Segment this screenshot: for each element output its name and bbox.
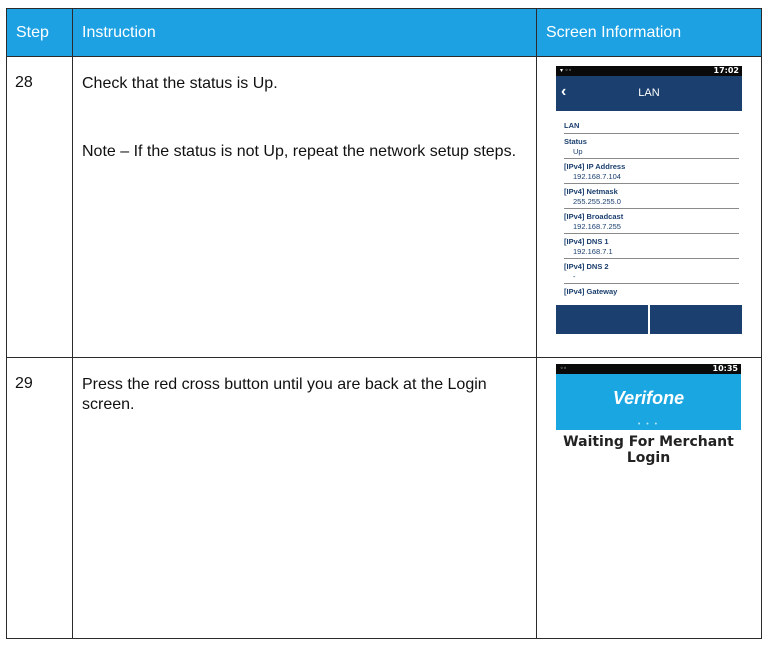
list-item-label: [IPv4] Broadcast	[564, 212, 624, 221]
list-item-value: 255.255.255.0	[573, 197, 621, 206]
step-cell	[7, 358, 73, 639]
step-cell	[7, 57, 73, 358]
chevron-left-icon[interactable]: ‹	[561, 83, 567, 100]
device-clock: 17:02	[713, 66, 739, 75]
verifone-logo: Verifone	[612, 388, 685, 408]
list-item-label: [IPv4] IP Address	[564, 162, 626, 171]
list-item-label: [IPv4] DNS 2	[564, 262, 609, 271]
device-softkey-bar	[556, 305, 742, 334]
device-status-bar	[556, 364, 741, 374]
lan-device-screen	[556, 66, 742, 334]
instruction-cell	[73, 358, 537, 639]
list-item	[564, 162, 739, 184]
instruction-text: Check that the status is Up.	[82, 75, 278, 92]
list-item	[564, 137, 739, 159]
list-item-value: 192.168.7.104	[573, 172, 621, 181]
step-number: 29	[15, 375, 33, 392]
list-item-label: [IPv4] Netmask	[564, 187, 618, 196]
waiting-message: Waiting For Merchant Login	[563, 434, 734, 466]
instruction-text: Press the red cross button until you are back at the Login screen.	[82, 376, 487, 413]
steps-table	[6, 8, 762, 639]
list-item-value: 192.168.7.1	[573, 247, 613, 256]
list-item	[564, 237, 739, 259]
instruction-note: Note – If the status is not Up, repeat the network setup steps.	[82, 143, 517, 160]
list-item	[564, 262, 739, 284]
list-item	[564, 212, 739, 234]
device-clock: 10:35	[712, 364, 738, 373]
table-row	[7, 358, 762, 639]
header-screen-information: Screen Information	[537, 9, 762, 57]
screen-cell	[537, 57, 762, 358]
lan-info-list	[556, 111, 742, 297]
verifone-banner	[556, 374, 741, 430]
device-softkey-left[interactable]	[556, 305, 648, 334]
device-status-bar	[556, 66, 742, 76]
list-item	[564, 187, 739, 209]
list-item-value: -	[573, 272, 576, 281]
login-device-screen	[556, 364, 741, 466]
table-header-row	[7, 9, 762, 57]
screen-cell	[537, 358, 762, 639]
header-step: Step	[7, 9, 73, 57]
list-item-value: 192.168.7.255	[573, 222, 621, 231]
device-softkey-right[interactable]	[650, 305, 742, 334]
list-item-label: [IPv4] Gateway	[564, 287, 618, 296]
step-number: 28	[15, 74, 33, 91]
lan-header	[556, 76, 742, 111]
signal-icon: ◦◦	[560, 365, 568, 372]
table-row	[7, 57, 762, 358]
list-item	[564, 287, 742, 297]
loading-dots: • • •	[637, 421, 660, 428]
wifi-icon: ▾ ◦◦	[560, 67, 572, 74]
list-item-value: Up	[573, 147, 583, 156]
header-instruction: Instruction	[73, 9, 537, 57]
list-item-label: Status	[564, 137, 587, 146]
list-item	[564, 121, 739, 134]
list-item-label: LAN	[564, 121, 580, 130]
lan-title: LAN	[638, 87, 660, 99]
list-item-label: [IPv4] DNS 1	[564, 237, 609, 246]
instruction-cell	[73, 57, 537, 358]
